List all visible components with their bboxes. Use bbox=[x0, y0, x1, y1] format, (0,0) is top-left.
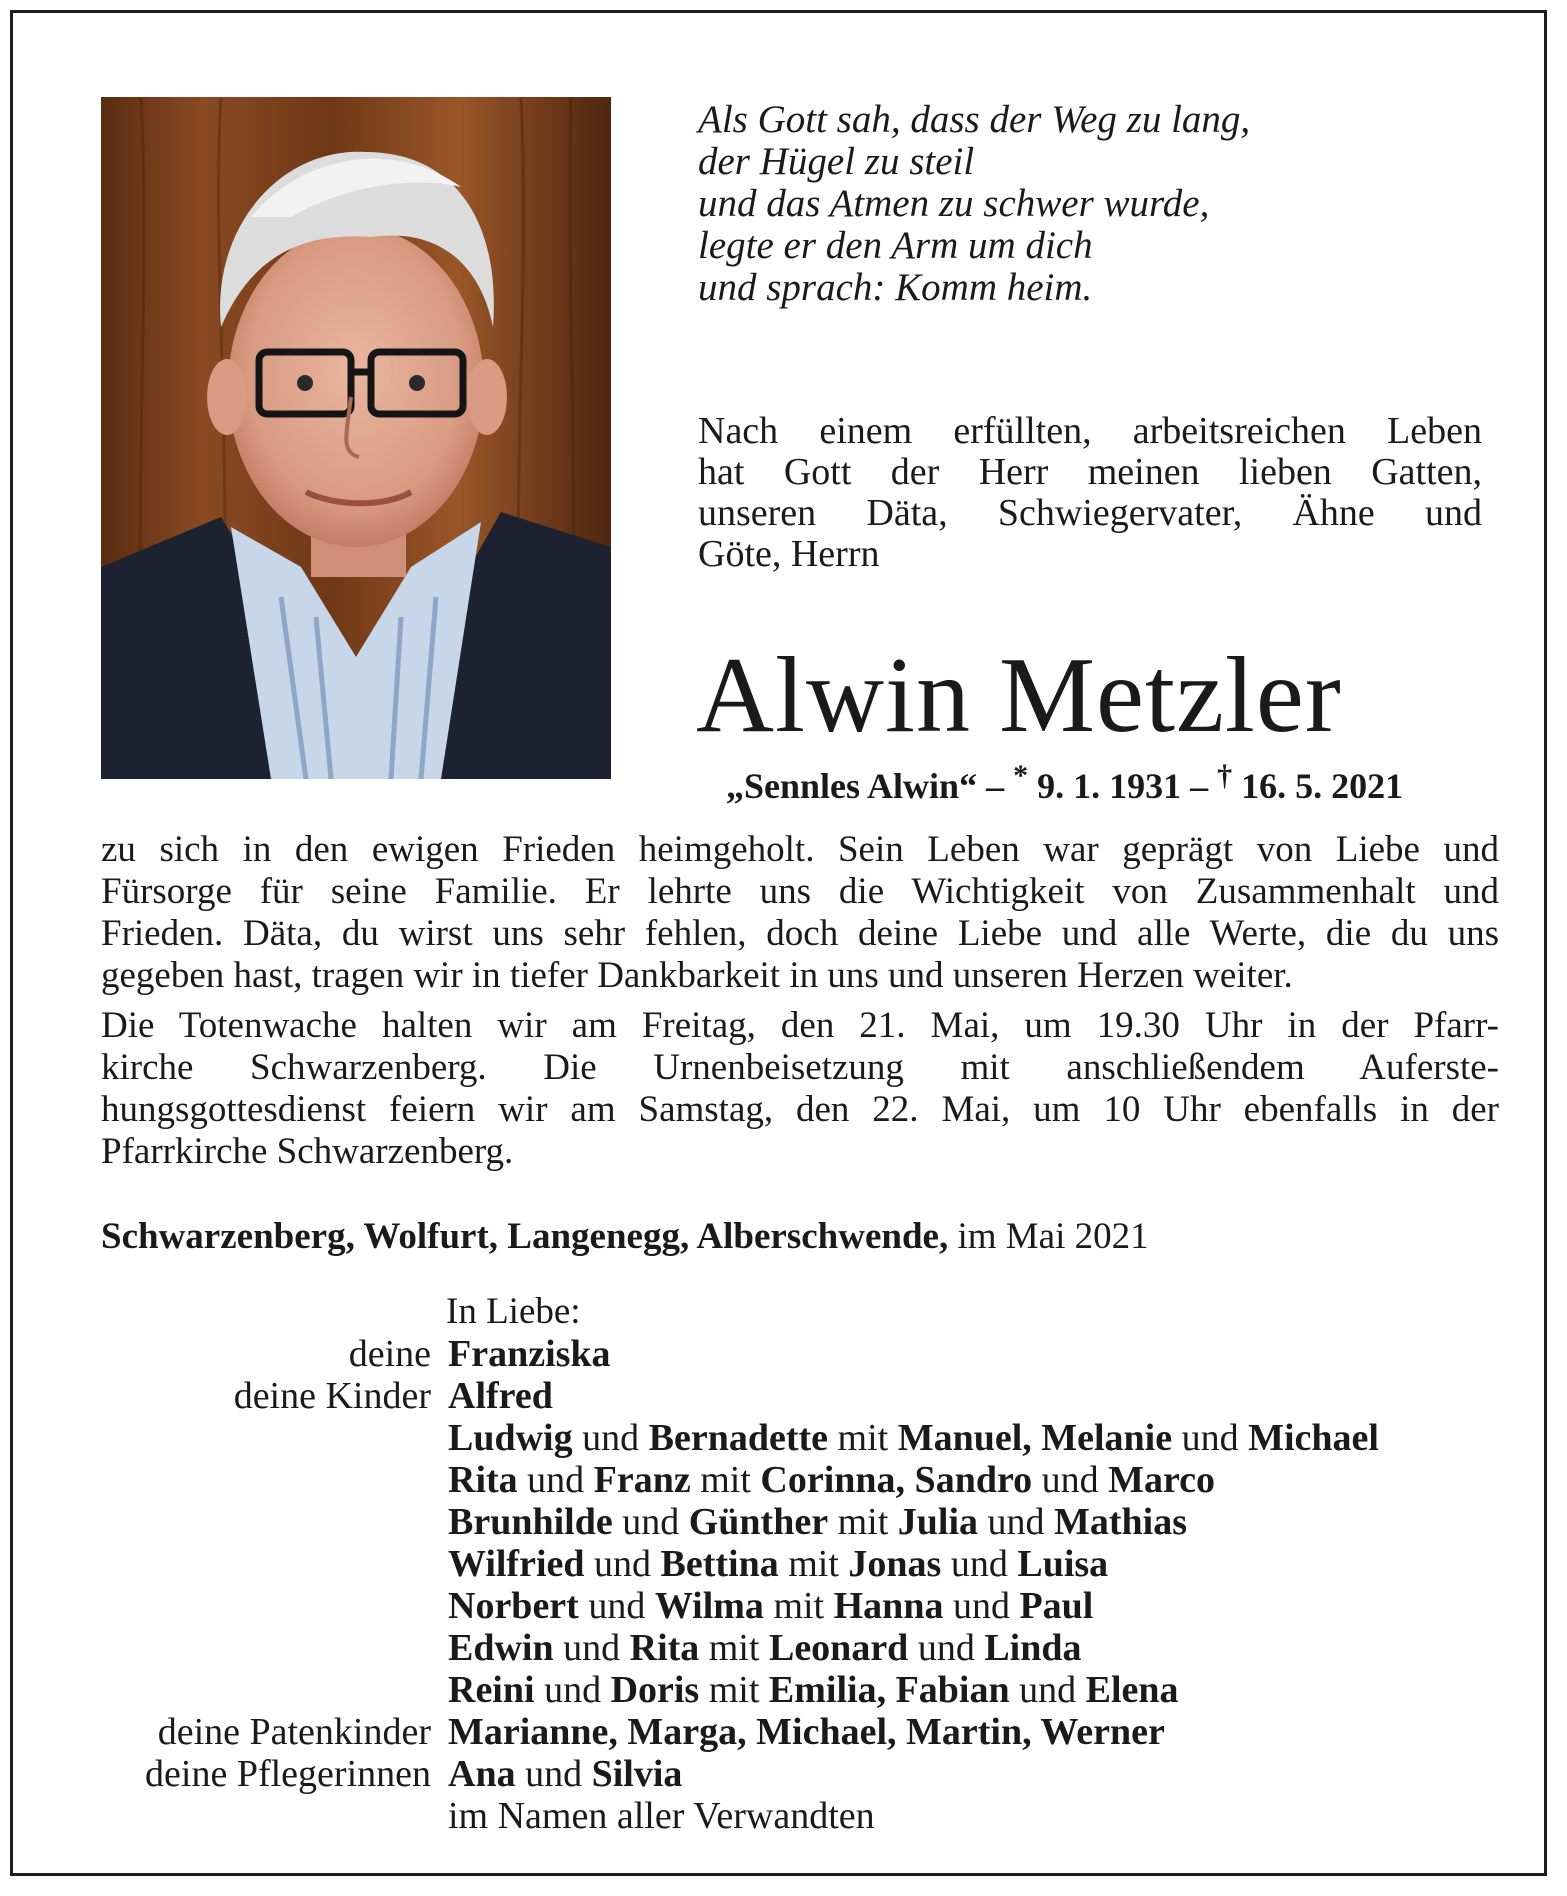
person-name: Emilia, Fabian bbox=[768, 1669, 1010, 1711]
towns: Schwarzenberg, Wolfurt, Langenegg, Alberschwende, bbox=[101, 1216, 949, 1257]
text-line: Die Totenwache halten wir am Freitag, den 21. Mai, um 19.30 Uhr in der Pfarr- bbox=[101, 1005, 1499, 1046]
family-names bbox=[431, 1627, 1082, 1669]
person-name: Bettina bbox=[660, 1543, 779, 1585]
connector: und bbox=[588, 1585, 646, 1627]
family-row bbox=[101, 1417, 1501, 1459]
dash: – bbox=[986, 766, 1005, 806]
person-name: Günther bbox=[688, 1501, 829, 1543]
portrait-photo bbox=[101, 97, 611, 779]
paragraph bbox=[101, 1005, 1499, 1173]
family-names bbox=[431, 1459, 1215, 1501]
person-name: Marianne, Marga, Michael, Martin, Werner bbox=[448, 1711, 1165, 1753]
person-name: Ludwig bbox=[448, 1417, 573, 1459]
poem-line: legte er den Arm um dich bbox=[698, 224, 1093, 267]
person-name: Rita bbox=[629, 1627, 700, 1669]
relation-label: deine Kinder bbox=[233, 1375, 431, 1417]
family-row bbox=[101, 1669, 1501, 1711]
text-line: zu sich in den ewigen Frieden heimgeholt. Sein Leben war geprägt von Liebe und bbox=[101, 829, 1499, 870]
main-text bbox=[101, 829, 1499, 1173]
family-row bbox=[101, 1795, 1501, 1837]
family-row bbox=[101, 1333, 1501, 1375]
connector: mit bbox=[700, 1459, 751, 1501]
family-row bbox=[101, 1627, 1501, 1669]
person-name: Luisa bbox=[1017, 1543, 1109, 1585]
text-line: hungsgottesdienst feiern wir am Samstag, den 22. Mai, um 10 Uhr ebenfalls in der bbox=[101, 1089, 1499, 1130]
person-name: Rita bbox=[448, 1459, 518, 1501]
text-line: Pfarrkirche Schwarzenberg. bbox=[101, 1131, 514, 1172]
person-name: Linda bbox=[984, 1627, 1082, 1669]
in-liebe-heading: In Liebe: bbox=[446, 1291, 581, 1332]
person-name: Manuel, Melanie bbox=[897, 1417, 1173, 1459]
connector: mit bbox=[837, 1417, 889, 1459]
family-row bbox=[101, 1753, 1501, 1795]
person-name: Elena bbox=[1085, 1669, 1179, 1711]
poem-line: Als Gott sah, dass der Weg zu lang, bbox=[698, 98, 1251, 141]
paragraph bbox=[101, 829, 1499, 997]
connector: mit bbox=[708, 1627, 760, 1669]
relatives-note: im Namen aller Verwandten bbox=[448, 1795, 875, 1837]
person-name: Julia bbox=[897, 1501, 979, 1543]
person-name: Franz bbox=[593, 1459, 691, 1501]
person-name: Paul bbox=[1019, 1585, 1094, 1627]
connector: und bbox=[594, 1543, 652, 1585]
connector: und bbox=[544, 1669, 602, 1711]
family-names bbox=[431, 1585, 1093, 1627]
connector: und bbox=[582, 1417, 640, 1459]
places-date bbox=[101, 1216, 1149, 1258]
nickname: „Sennles Alwin“ bbox=[726, 766, 978, 806]
text-line: Fürsorge für seine Familie. Er lehrte uns die Wichtigkeit von Zusammenhalt und bbox=[101, 871, 1499, 912]
family-names bbox=[431, 1669, 1179, 1711]
person-name: Norbert bbox=[448, 1585, 579, 1627]
relation-label: deine Patenkinder bbox=[157, 1711, 431, 1753]
connector: mit bbox=[837, 1501, 889, 1543]
family-list bbox=[101, 1333, 1501, 1837]
relation-label: deine Pflegerinnen bbox=[145, 1753, 431, 1795]
family-row bbox=[101, 1585, 1501, 1627]
month-year: im Mai 2021 bbox=[957, 1216, 1149, 1257]
intro-line: unseren Däta, Schwiegervater, Ähne und bbox=[698, 492, 1482, 534]
connector: und bbox=[952, 1585, 1010, 1627]
family-names bbox=[431, 1375, 553, 1417]
relation-label: deine bbox=[348, 1333, 431, 1375]
person-name: Jonas bbox=[848, 1543, 942, 1585]
person-name: Alfred bbox=[448, 1375, 553, 1417]
person-name: Leonard bbox=[768, 1627, 909, 1669]
poem bbox=[698, 99, 1498, 309]
connector: und bbox=[527, 1459, 585, 1501]
person-name: Doris bbox=[610, 1669, 700, 1711]
person-name: Brunhilde bbox=[448, 1501, 613, 1543]
connector: mit bbox=[773, 1585, 825, 1627]
person-name: Silvia bbox=[591, 1753, 683, 1795]
family-names bbox=[431, 1543, 1108, 1585]
death-cross-icon: † bbox=[1217, 759, 1233, 792]
poem-line: und das Atmen zu schwer wurde, bbox=[698, 182, 1210, 225]
connector: und bbox=[950, 1543, 1008, 1585]
person-name: Bernadette bbox=[648, 1417, 829, 1459]
family-row bbox=[101, 1711, 1501, 1753]
portrait-illustration bbox=[101, 97, 611, 779]
family-names bbox=[431, 1501, 1187, 1543]
connector: und bbox=[987, 1501, 1045, 1543]
person-name: Michael bbox=[1248, 1417, 1379, 1459]
person-name: Corinna, Sandro bbox=[760, 1459, 1033, 1501]
connector: und bbox=[622, 1501, 680, 1543]
connector: mit bbox=[788, 1543, 839, 1585]
family-row bbox=[101, 1459, 1501, 1501]
connector: und bbox=[1041, 1459, 1099, 1501]
family-names bbox=[431, 1753, 682, 1795]
connector: und bbox=[525, 1753, 583, 1795]
obituary-page bbox=[10, 10, 1547, 1876]
person-name: Marco bbox=[1108, 1459, 1216, 1501]
connector: und bbox=[1181, 1417, 1239, 1459]
connector: und bbox=[917, 1627, 975, 1669]
text-line: Frieden. Däta, du wirst uns sehr fehlen, doch deine Liebe und alle Werte, die du uns bbox=[101, 913, 1499, 954]
person-name: Edwin bbox=[448, 1627, 554, 1669]
person-name: Franziska bbox=[448, 1333, 611, 1375]
intro-line: Nach einem erfüllten, arbeitsreichen Leben bbox=[698, 410, 1482, 452]
person-name: Wilma bbox=[654, 1585, 764, 1627]
connector: und bbox=[1019, 1669, 1077, 1711]
family-row bbox=[101, 1543, 1501, 1585]
family-row bbox=[101, 1375, 1501, 1417]
intro-line: hat Gott der Herr meinen lieben Gatten, bbox=[698, 451, 1482, 493]
dash: – bbox=[1190, 766, 1209, 806]
intro-line: Göte, Herrn bbox=[698, 533, 880, 575]
death-date: 16. 5. 2021 bbox=[1241, 766, 1404, 806]
intro-text bbox=[698, 411, 1482, 575]
person-name: Hanna bbox=[833, 1585, 944, 1627]
family-row bbox=[101, 1501, 1501, 1543]
poem-line: und sprach: Komm heim. bbox=[698, 266, 1093, 309]
text-line: kirche Schwarzenberg. Die Urnenbeisetzung mit anschließendem Auferste- bbox=[101, 1047, 1499, 1088]
family-names bbox=[431, 1711, 1165, 1753]
connector: und bbox=[563, 1627, 621, 1669]
life-dates bbox=[726, 755, 1403, 807]
poem-line: der Hügel zu steil bbox=[698, 140, 975, 183]
person-name: Wilfried bbox=[448, 1543, 585, 1585]
family-names bbox=[431, 1333, 611, 1375]
person-name: Mathias bbox=[1054, 1501, 1188, 1543]
deceased-name: Alwin Metzler bbox=[696, 636, 1342, 755]
family-names bbox=[431, 1417, 1379, 1459]
person-name: Ana bbox=[448, 1753, 516, 1795]
birth-date: 9. 1. 1931 bbox=[1037, 766, 1182, 806]
connector: mit bbox=[708, 1669, 760, 1711]
person-name: Reini bbox=[448, 1669, 535, 1711]
text-line: gegeben hast, tragen wir in tiefer Dankbarkeit in uns und unseren Herzen weiter. bbox=[101, 955, 1293, 996]
birth-star-icon: * bbox=[1013, 759, 1029, 792]
